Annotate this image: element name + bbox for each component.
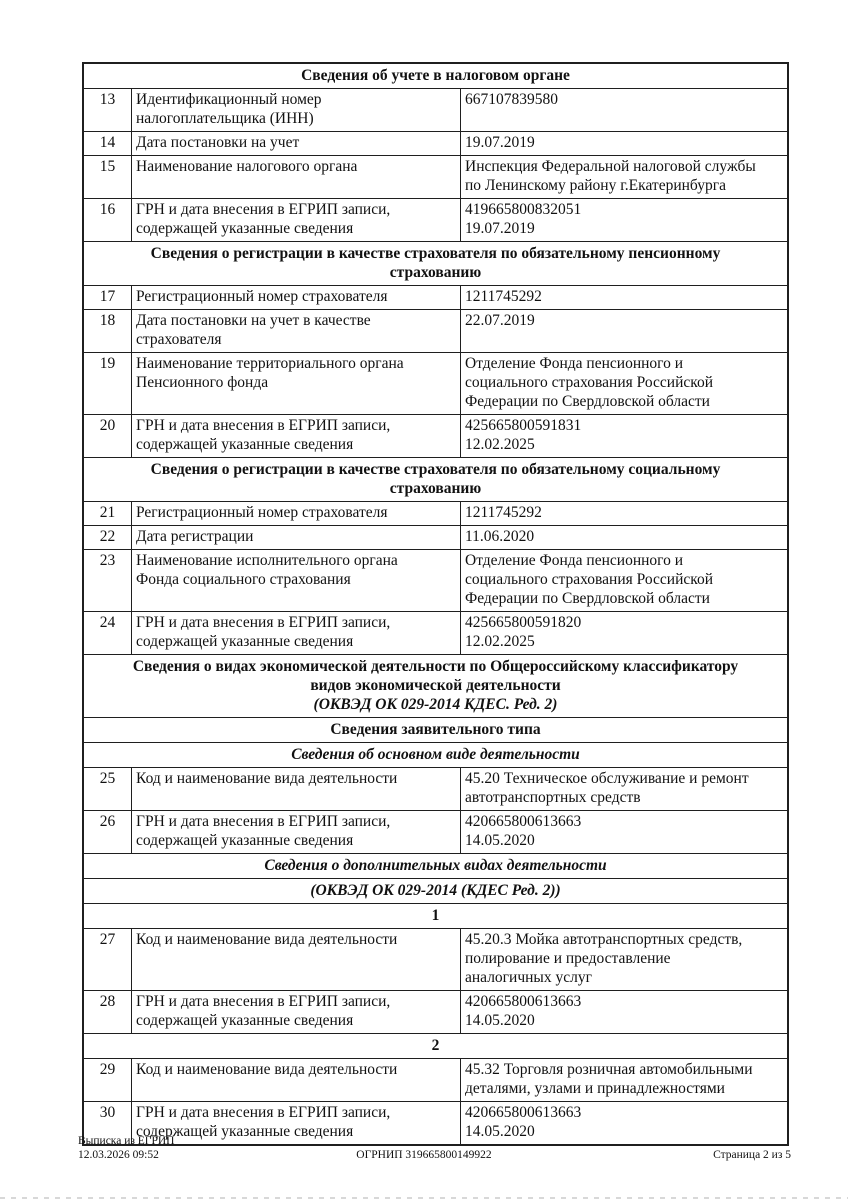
row-value-line: 425665800591831 xyxy=(465,417,582,434)
row-value-line: 420665800613663 xyxy=(465,1104,582,1121)
table-row xyxy=(84,991,787,1034)
row-value-line: 14.05.2020 xyxy=(465,1012,535,1029)
row-label xyxy=(132,811,461,853)
row-number: 19 xyxy=(84,353,132,414)
row-label-line: Дата постановки на учет в качестве xyxy=(136,312,371,329)
section-title: видов экономической деятельности xyxy=(310,677,561,694)
section-title: Сведения об учете в налоговом органе xyxy=(301,67,570,84)
row-number: 13 xyxy=(84,89,132,131)
row-value-line: автотранспортных средств xyxy=(465,789,641,806)
table-row xyxy=(84,612,787,655)
row-value xyxy=(461,612,787,654)
row-number: 28 xyxy=(84,991,132,1033)
row-value-line: 14.05.2020 xyxy=(465,1123,535,1140)
row-number: 27 xyxy=(84,929,132,990)
section-row xyxy=(84,718,787,743)
row-label-line: Наименование территориального органа xyxy=(136,355,404,372)
row-label-line: содержащей указанные сведения xyxy=(136,220,354,237)
table-row xyxy=(84,286,787,310)
row-number: 14 xyxy=(84,132,132,155)
row-label-line: содержащей указанные сведения xyxy=(136,832,354,849)
row-value xyxy=(461,89,787,131)
row-value-line: 12.02.2025 xyxy=(465,633,535,650)
row-value xyxy=(461,929,787,990)
section-title: Сведения о дополнительных видах деятельности xyxy=(264,857,607,874)
row-label-line: содержащей указанные сведения xyxy=(136,1123,354,1140)
row-value-line: 14.05.2020 xyxy=(465,832,535,849)
section-title: Сведения о видах экономической деятельности по Общероссийскому классификатору xyxy=(132,658,739,675)
row-number: 22 xyxy=(84,526,132,549)
table-row xyxy=(84,929,787,991)
section-title: (ОКВЭД ОК 029-2014 КДЕС. Ред. 2) xyxy=(313,696,558,713)
row-label xyxy=(132,132,461,155)
row-label-line: Код и наименование вида деятельности xyxy=(136,931,398,948)
row-label-line: ГРН и дата внесения в ЕГРИП записи, xyxy=(136,993,391,1010)
row-label-line: ГРН и дата внесения в ЕГРИП записи, xyxy=(136,813,391,830)
section-row xyxy=(84,879,787,904)
row-label-line: Пенсионного фонда xyxy=(136,374,269,391)
row-value xyxy=(461,550,787,611)
footer-datetime: 12.03.2026 09:52 xyxy=(78,1149,159,1161)
section-title: страхованию xyxy=(389,480,482,497)
row-value xyxy=(461,286,787,309)
section-title: (ОКВЭД ОК 029-2014 (КДЕС Ред. 2)) xyxy=(310,882,561,899)
footer-doc-type: Выписка из ЕГРИП xyxy=(78,1135,175,1147)
table-row xyxy=(84,310,787,353)
row-label-line: содержащей указанные сведения xyxy=(136,633,354,650)
row-label-line: Идентификационный номер xyxy=(136,91,322,108)
row-value-line: полирование и предоставление xyxy=(465,950,671,967)
table-row xyxy=(84,1102,787,1144)
row-label-line: ГРН и дата внесения в ЕГРИП записи, xyxy=(136,1104,391,1121)
footer-ogrnip: ОГРНИП 319665800149922 xyxy=(356,1149,492,1161)
table-row xyxy=(84,199,787,242)
table-row xyxy=(84,811,787,854)
row-label-line: Наименование налогового органа xyxy=(136,158,358,175)
row-label xyxy=(132,502,461,525)
row-label xyxy=(132,415,461,457)
row-value xyxy=(461,132,787,155)
table-row xyxy=(84,1059,787,1102)
row-value-line: 45.20 Техническое обслуживание и ремонт xyxy=(465,770,749,787)
row-value xyxy=(461,811,787,853)
row-label-line: ГРН и дата внесения в ЕГРИП записи, xyxy=(136,614,391,631)
row-value-line: 1211745292 xyxy=(465,288,542,305)
row-label xyxy=(132,768,461,810)
row-label xyxy=(132,89,461,131)
row-label xyxy=(132,286,461,309)
row-label xyxy=(132,353,461,414)
table-row xyxy=(84,550,787,612)
section-row xyxy=(84,904,787,929)
row-value xyxy=(461,1059,787,1101)
section-title: Сведения заявительного типа xyxy=(330,721,541,738)
row-label-line: Код и наименование вида деятельности xyxy=(136,1061,398,1078)
row-value xyxy=(461,415,787,457)
row-label-line: Фонда социального страхования xyxy=(136,571,351,588)
section-row xyxy=(84,1034,787,1059)
row-label-line: Дата постановки на учет xyxy=(136,134,300,151)
row-value xyxy=(461,310,787,352)
row-value-line: 425665800591820 xyxy=(465,614,582,631)
row-value xyxy=(461,353,787,414)
row-label xyxy=(132,991,461,1033)
section-row xyxy=(84,64,787,89)
row-label xyxy=(132,1102,461,1144)
row-value xyxy=(461,526,787,549)
footer-page-number: Страница 2 из 5 xyxy=(713,1149,791,1161)
table-row xyxy=(84,156,787,199)
row-label-line: Код и наименование вида деятельности xyxy=(136,770,398,787)
row-value-line: социального страхования Российской xyxy=(465,374,714,391)
section-title: Сведения об основном виде деятельности xyxy=(291,746,580,763)
row-value-line: Отделение Фонда пенсионного и xyxy=(465,552,684,569)
row-value-line: 45.20.3 Мойка автотранспортных средств, xyxy=(465,931,743,948)
section-title: Сведения о регистрации в качестве страхователя по обязательному социальному xyxy=(150,461,721,478)
table-row xyxy=(84,502,787,526)
section-title: 2 xyxy=(431,1037,440,1054)
egrip-table xyxy=(82,62,789,1146)
row-value-line: 419665800832051 xyxy=(465,201,582,218)
section-row xyxy=(84,743,787,768)
row-label xyxy=(132,612,461,654)
row-label xyxy=(132,1059,461,1101)
row-number: 24 xyxy=(84,612,132,654)
row-label-line: ГРН и дата внесения в ЕГРИП записи, xyxy=(136,417,391,434)
row-label-line: Регистрационный номер страхователя xyxy=(136,504,388,521)
row-number: 29 xyxy=(84,1059,132,1101)
table-row xyxy=(84,132,787,156)
row-value-line: Федерации по Свердловской области xyxy=(465,393,710,410)
section-title: 1 xyxy=(431,907,440,924)
table-row xyxy=(84,89,787,132)
row-label xyxy=(132,199,461,241)
row-value-line: 19.07.2019 xyxy=(465,134,535,151)
row-label xyxy=(132,526,461,549)
row-value xyxy=(461,156,787,198)
row-label-line: содержащей указанные сведения xyxy=(136,436,354,453)
row-number: 21 xyxy=(84,502,132,525)
row-value-line: 1211745292 xyxy=(465,504,542,521)
row-value-line: по Ленинскому району г.Екатеринбурга xyxy=(465,177,726,194)
row-value-line: 11.06.2020 xyxy=(465,528,535,545)
section-title: Сведения о регистрации в качестве страхователя по обязательному пенсионному xyxy=(150,245,721,262)
row-label xyxy=(132,550,461,611)
row-number: 16 xyxy=(84,199,132,241)
row-value-line: 667107839580 xyxy=(465,91,558,108)
row-label-line: страхователя xyxy=(136,331,222,348)
table-row xyxy=(84,353,787,415)
row-label xyxy=(132,156,461,198)
table-row xyxy=(84,415,787,458)
row-value-line: 45.32 Торговля розничная автомобильными xyxy=(465,1061,753,1078)
row-value-line: 420665800613663 xyxy=(465,993,582,1010)
section-row xyxy=(84,458,787,502)
row-number: 20 xyxy=(84,415,132,457)
row-number: 30 xyxy=(84,1102,132,1144)
row-label-line: Регистрационный номер страхователя xyxy=(136,288,388,305)
row-value-line: Инспекция Федеральной налоговой службы xyxy=(465,158,756,175)
section-row xyxy=(84,655,787,718)
row-number: 26 xyxy=(84,811,132,853)
row-number: 18 xyxy=(84,310,132,352)
row-label xyxy=(132,929,461,990)
table-row xyxy=(84,526,787,550)
row-value-line: Федерации по Свердловской области xyxy=(465,590,710,607)
row-value xyxy=(461,991,787,1033)
row-number: 15 xyxy=(84,156,132,198)
section-row xyxy=(84,242,787,286)
row-value-line: Отделение Фонда пенсионного и xyxy=(465,355,684,372)
scan-artifact-line xyxy=(0,1197,848,1199)
row-value-line: социального страхования Российской xyxy=(465,571,714,588)
row-value-line: 19.07.2019 xyxy=(465,220,535,237)
row-number: 17 xyxy=(84,286,132,309)
row-number: 25 xyxy=(84,768,132,810)
row-label-line: ГРН и дата внесения в ЕГРИП записи, xyxy=(136,201,391,218)
row-value xyxy=(461,502,787,525)
row-label-line: Наименование исполнительного органа xyxy=(136,552,398,569)
row-label-line: Дата регистрации xyxy=(136,528,254,545)
row-label xyxy=(132,310,461,352)
section-row xyxy=(84,854,787,879)
row-value-line: 12.02.2025 xyxy=(465,436,535,453)
row-value xyxy=(461,199,787,241)
row-value-line: 420665800613663 xyxy=(465,813,582,830)
row-number: 23 xyxy=(84,550,132,611)
row-value-line: деталями, узлами и принадлежностями xyxy=(465,1080,725,1097)
table-row xyxy=(84,768,787,811)
row-label-line: налогоплательщика (ИНН) xyxy=(136,110,314,127)
row-value xyxy=(461,1102,787,1144)
row-value xyxy=(461,768,787,810)
row-label-line: содержащей указанные сведения xyxy=(136,1012,354,1029)
row-value-line: 22.07.2019 xyxy=(465,312,535,329)
row-value-line: аналогичных услуг xyxy=(465,969,592,986)
section-title: страхованию xyxy=(389,264,482,281)
